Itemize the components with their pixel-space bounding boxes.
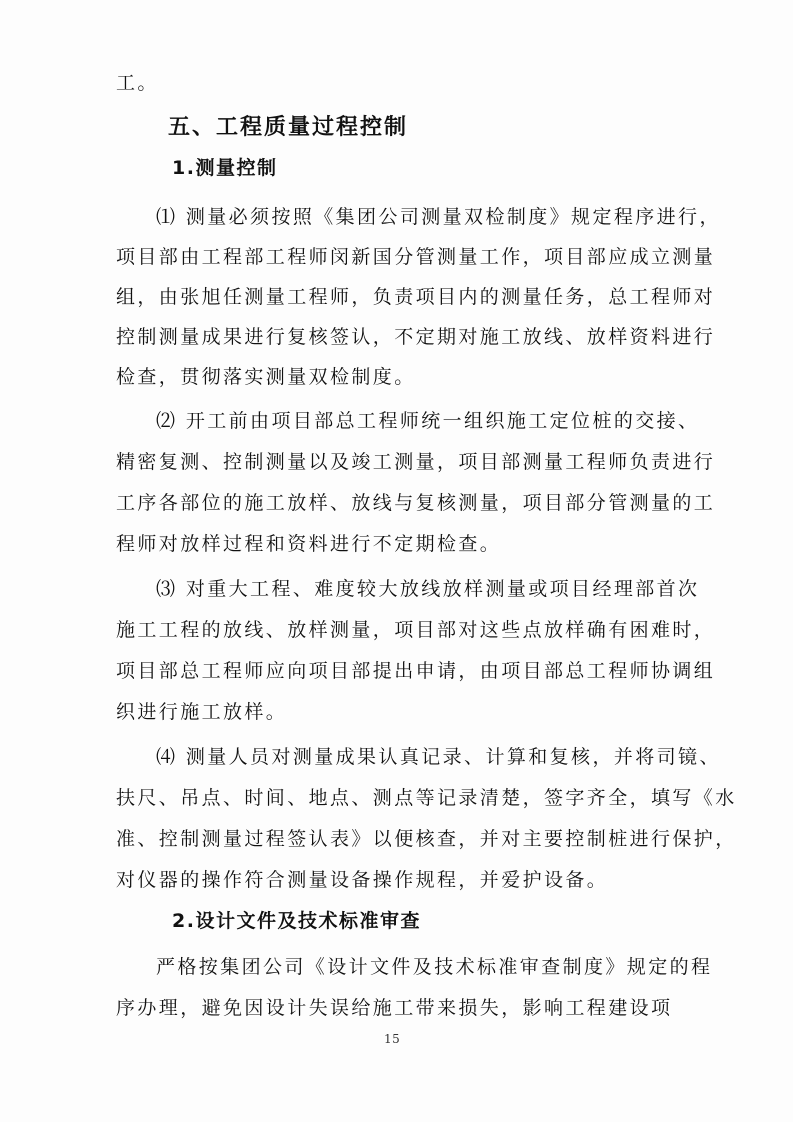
body-text-line: 准、控制测量过程签认表》以便核查，并对主要控制桩进行保护， xyxy=(116,828,737,850)
body-text-line: ⑷ 测量人员对测量成果认真记录、计算和复核，并将司镜、 xyxy=(156,746,721,768)
page-number: 15 xyxy=(384,1032,401,1046)
body-text-line: 项目部由工程部工程师闵新国分管测量工作，项目部应成立测量 xyxy=(116,246,716,268)
body-text-line: 序办理，避免因设计失误给施工带来损失，影响工程建设项 xyxy=(116,997,673,1019)
body-text-line: ⑶ 对重大工程、难度较大放线放样测量或项目经理部首次 xyxy=(156,578,700,600)
body-text-line: 检查，贯彻落实测量双检制度。 xyxy=(116,366,416,388)
body-text-line: 工序各部位的施工放样、放线与复核测量，项目部分管测量的工 xyxy=(116,492,716,514)
body-text-line: 控制测量成果进行复核签认，不定期对施工放线、放样资料进行 xyxy=(116,326,716,348)
body-text-line: 扶尺、吊点、时间、地点、测点等记录清楚，签字齐全，填写《水 xyxy=(116,787,737,809)
subsection-heading: 1.测量控制 xyxy=(172,157,278,179)
body-text-line: 对仪器的操作符合测量设备操作规程，并爱护设备。 xyxy=(116,869,609,891)
body-text-line: 组，由张旭任测量工程师，负责项目内的测量任务，总工程师对 xyxy=(116,286,716,308)
body-text-line: 工。 xyxy=(116,72,159,94)
body-text-line: 严格按集团公司《设计文件及技术标准审查制度》规定的程 xyxy=(156,956,713,978)
body-text-line: ⑵ 开工前由项目部总工程师统一组织施工定位桩的交接、 xyxy=(156,410,700,432)
body-text-line: 项目部总工程师应向项目部提出申请，由项目部总工程师协调组 xyxy=(116,660,716,682)
body-text-line: ⑴ 测量必须按照《集团公司测量双检制度》规定程序进行， xyxy=(156,206,721,228)
subsection-heading: 2.设计文件及技术标准审查 xyxy=(172,910,421,932)
section-heading: 五、工程质量过程控制 xyxy=(168,115,409,140)
body-text-line: 施工工程的放线、放样测量，项目部对这些点放样确有困难时， xyxy=(116,619,716,641)
body-text-line: 程师对放样过程和资料进行不定期检查。 xyxy=(116,533,502,555)
body-text-line: 织进行施工放样。 xyxy=(116,701,288,723)
body-text-line: 精密复测、控制测量以及竣工测量，项目部测量工程师负责进行 xyxy=(116,451,716,473)
